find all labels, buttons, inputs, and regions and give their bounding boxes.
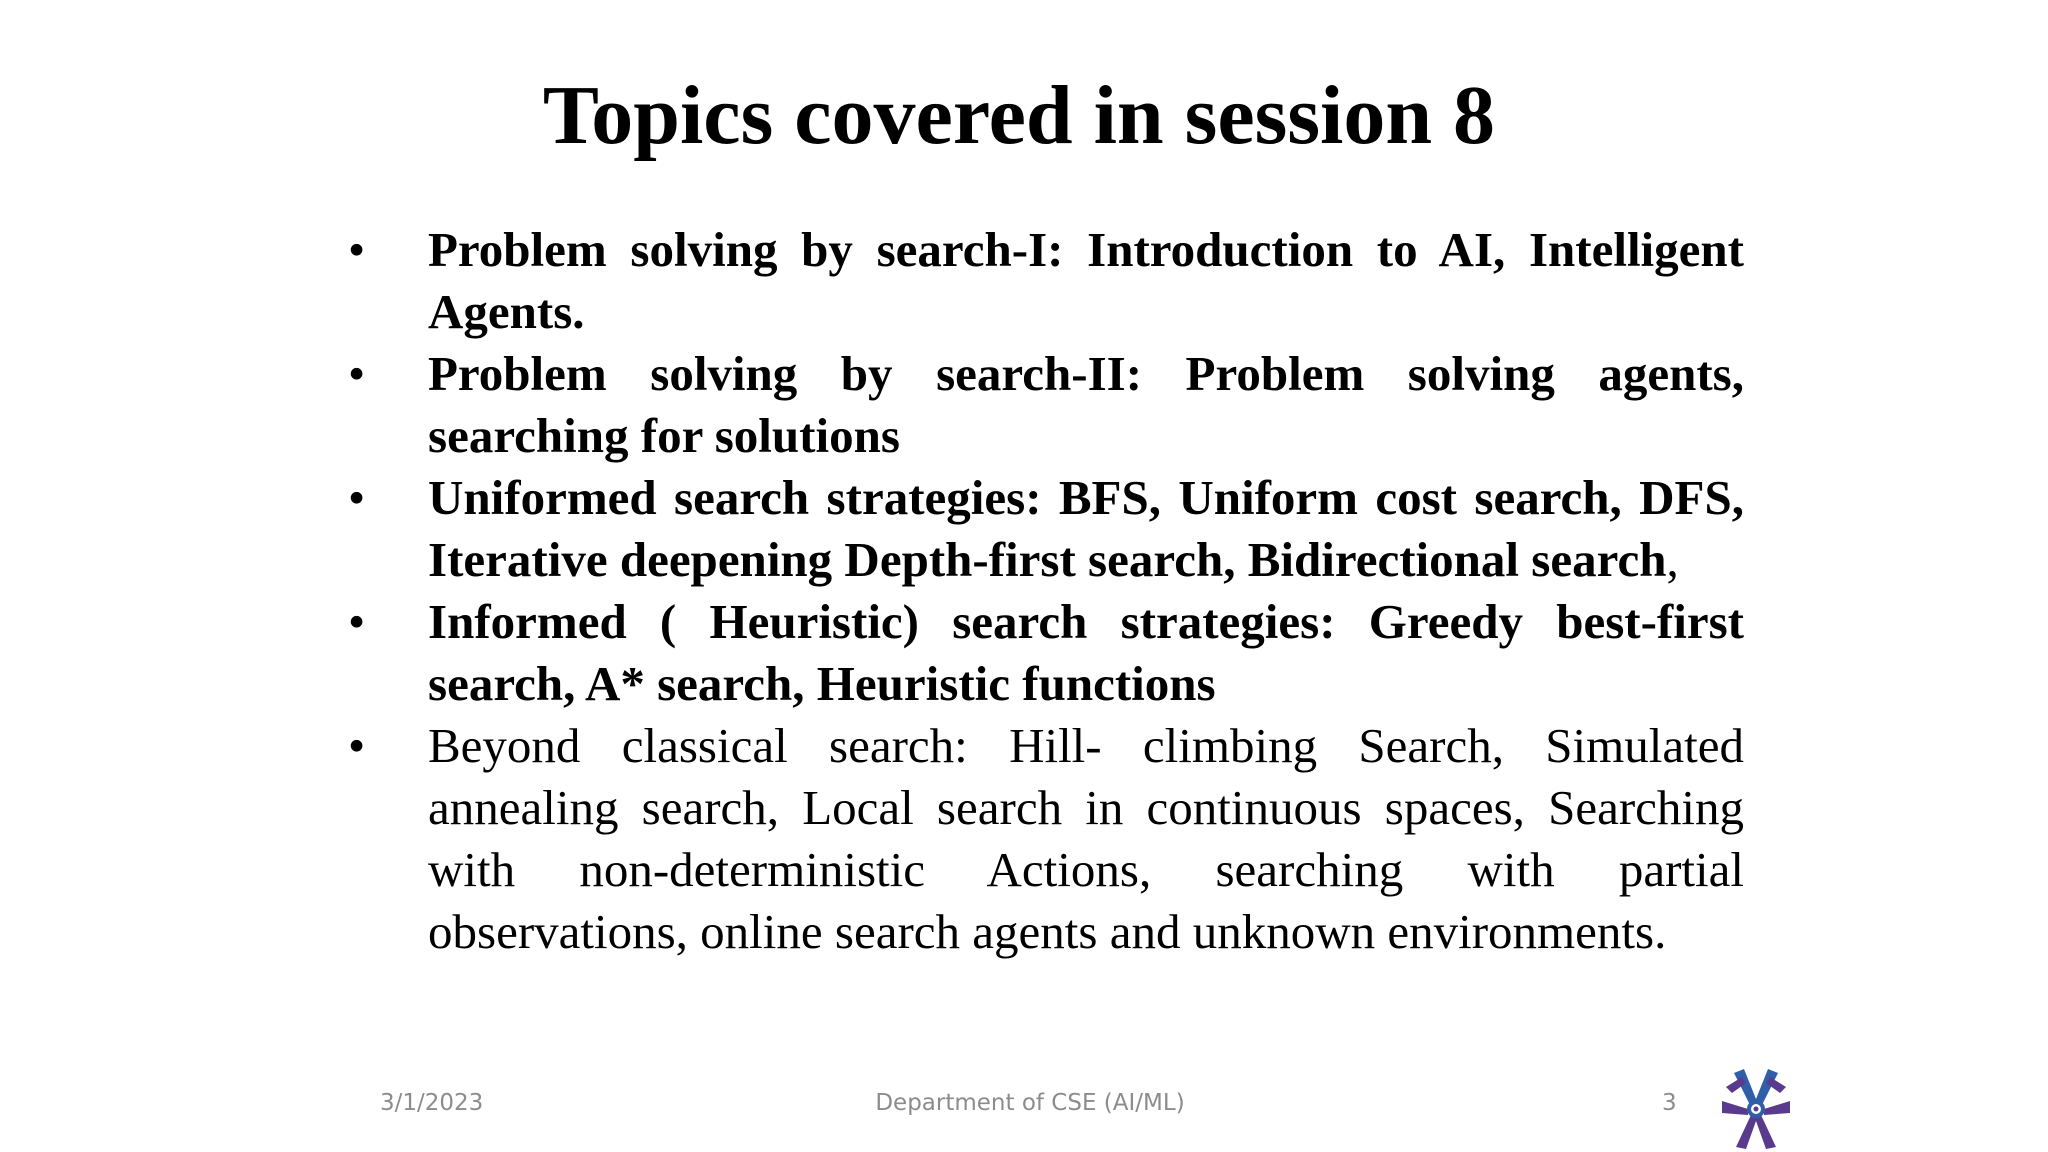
bullet-icon: • — [348, 346, 366, 401]
topic-text: Uniformed search strategies: BFS, Uniform cost search, DFS, Iterative deepening Depth-first search, Bidirectional search — [428, 470, 1744, 587]
topic-item — [348, 343, 1744, 467]
bullet-icon: • — [348, 470, 366, 525]
topic-item — [348, 591, 1744, 715]
footer-department: Department of CSE (AI/ML) — [875, 1090, 1185, 1116]
bullet-icon: • — [348, 718, 366, 773]
topic-text: Beyond classical search: Hill- climbing Search, Simulated annealing search, Local search in continuous spaces, Searching with non-deterministic Actions, searching with partial observations, online search agents and unknown environments. — [428, 718, 1744, 959]
topic-text: Problem solving by search-II: Problem solving agents, searching for solutions — [428, 346, 1744, 463]
topic-text: Problem solving by search-I: Introduction to AI, Intelligent Agents. — [428, 222, 1744, 339]
bullet-icon: • — [348, 222, 366, 277]
topic-item — [348, 219, 1744, 343]
university-emblem-icon — [1722, 1064, 1790, 1150]
topic-text: Informed ( Heuristic) search strategies: Greedy best-first search, A* search, Heuristic functions — [428, 594, 1744, 711]
bullet-icon: • — [348, 594, 366, 649]
topic-trailing-comma: , — [1666, 532, 1679, 587]
topic-list — [348, 219, 1744, 963]
slide-title: Topics covered in session 8 — [542, 69, 1496, 162]
footer-page-number: 3 — [1662, 1090, 1677, 1116]
topic-item — [348, 467, 1744, 591]
footer-date: 3/1/2023 — [380, 1090, 484, 1116]
topic-item — [348, 715, 1744, 963]
